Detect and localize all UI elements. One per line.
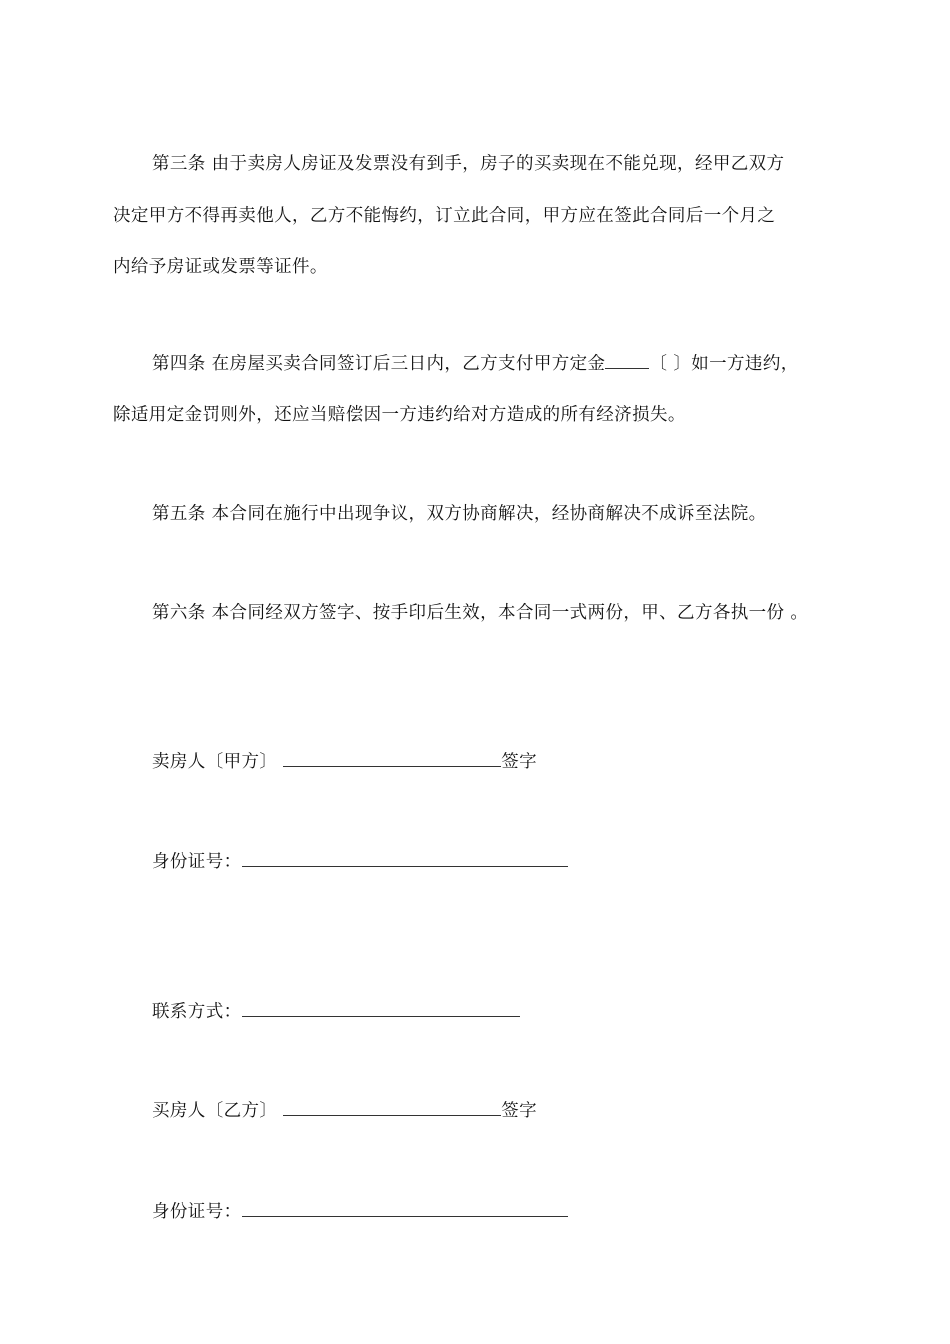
buyer-id-row	[152, 1200, 568, 1224]
buyer-id-blank[interactable]	[242, 1200, 568, 1217]
seller-signature-row	[152, 750, 537, 774]
article-6-line-1: 第六条 本合同经双方签字、按手印后生效，本合同一式两份，甲、乙方各执一份 。	[152, 603, 809, 623]
article-4-line-2: 除适用定金罚则外，还应当赔偿因一方违约给对方造成的所有经济损失。	[113, 405, 686, 425]
seller-id-row	[152, 850, 568, 874]
buyer-signature-blank[interactable]	[283, 1099, 501, 1116]
seller-sign-label: 签字	[501, 752, 538, 772]
article-5-line-1: 第五条 本合同在施行中出现争议，双方协商解决，经协商解决不成诉至法院。	[152, 504, 767, 524]
article-4-line-1	[152, 352, 799, 376]
buyer-id-label: 身份证号：	[152, 1202, 242, 1222]
seller-contact-row	[152, 1000, 520, 1024]
seller-id-blank[interactable]	[242, 850, 568, 867]
deposit-amount-blank[interactable]	[605, 352, 649, 369]
seller-id-label: 身份证号：	[152, 852, 242, 872]
seller-label: 卖房人〔甲方〕	[152, 752, 278, 772]
seller-contact-blank[interactable]	[242, 1000, 520, 1017]
article-3-line-3: 内给予房证或发票等证件。	[113, 257, 328, 277]
buyer-signature-row	[152, 1099, 537, 1123]
article-3-line-1: 第三条 由于卖房人房证及发票没有到手，房子的买卖现在不能兑现，经甲乙双方	[152, 154, 785, 174]
seller-signature-blank[interactable]	[283, 750, 501, 767]
article-4-text: 第四条 在房屋买卖合同签订后三日内，乙方支付甲方定金	[152, 354, 606, 374]
buyer-label: 买房人〔乙方〕	[152, 1101, 278, 1121]
seller-contact-label: 联系方式：	[152, 1002, 242, 1022]
article-4-text-suffix: 〔 〕如一方违约，	[649, 354, 799, 374]
buyer-sign-label: 签字	[501, 1101, 538, 1121]
article-3-line-2: 决定甲方不得再卖他人，乙方不能悔约，订立此合同，甲方应在签此合同后一个月之	[113, 206, 776, 226]
